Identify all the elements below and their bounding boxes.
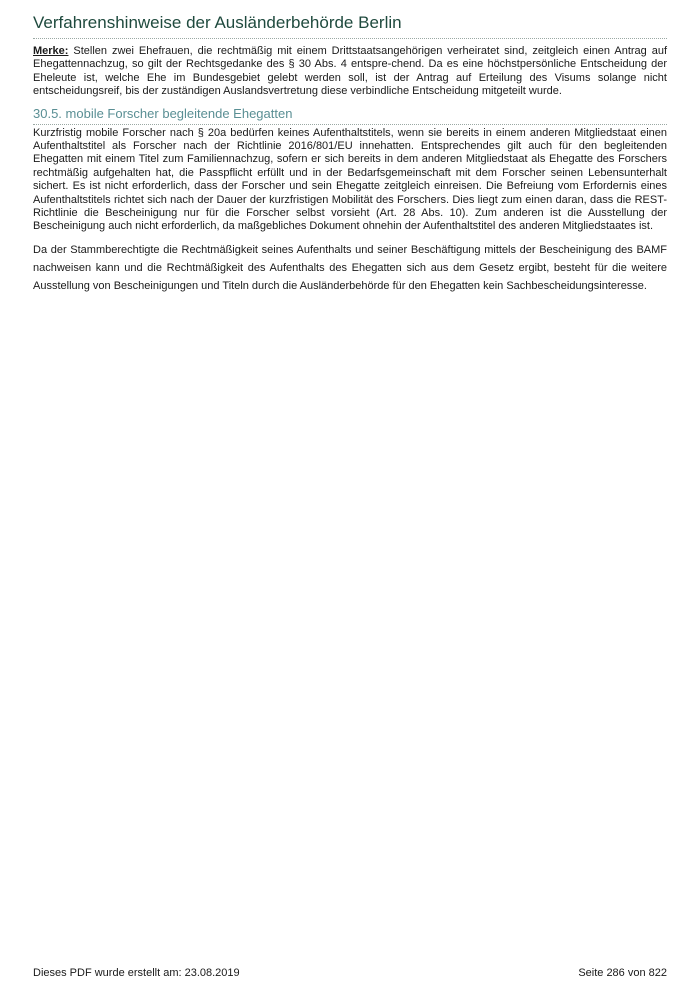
page-title: Verfahrenshinweise der Ausländerbehörde Berlin bbox=[33, 12, 667, 39]
merke-text: Stellen zwei Ehefrauen, die rechtmäßig mit einem Drittstaatsangehörigen verheiratet sind, zeitgleich einen Antrag auf Ehegattennachzug, so gilt der Rechtsgedanke des § 30 Abs. 4 entspre-chend. Da es eine höchstpersönliche Entscheidung der Eheleute ist, welche Ehe im Bundesgebiet gelebt werden soll, ist der Antrag auf Erteilung des Visums solange nicht entscheidungsreif, bis der zuständigen Auslandsvertretung diese verbindliche Entscheidung mitgeteilt wurde. bbox=[33, 45, 667, 98]
document-body bbox=[33, 45, 667, 296]
section-paragraph-2: Da der Stammberechtigte die Rechtmäßigkeit seines Aufenthalts und seiner Beschäftigung mittels der Bescheinigung des BAMF nachweisen kann und die Rechtmäßigkeit des Aufenthalts des Ehegatten sich aus dem Gesetz ergibt, besteht für die weitere Ausstellung von Bescheinigungen und Titeln durch die Ausländerbehörde für den Ehegatten kein Sachbescheidungsinteresse. bbox=[33, 243, 667, 293]
merke-label: Merke: bbox=[33, 45, 69, 57]
footer-page-number: Seite 286 von 822 bbox=[578, 967, 667, 979]
footer-created-date: Dieses PDF wurde erstellt am: 23.08.2019 bbox=[33, 967, 240, 979]
section-paragraph-1: Kurzfristig mobile Forscher nach § 20a bedürfen keines Aufenthaltstitels, wenn sie bereits in einem anderen Mitgliedstaat einen Aufenthaltstitel als Forscher nach der Richtlinie 2016/801/EU innehatten. Entsprechendes gilt auch für den begleitenden Ehegatten mit einem Titel zum Familiennachzug, sofern er sich bereits in dem anderen Mitgliedstaat als Ehegatte des Forschers rechtmäßig aufgehalten hat, die Passpflicht erfüllt und in der Bedarfsgemeinschaft mit dem Forscher seinen Lebensunterhalt sichert. Es ist nicht erforderlich, dass der Forscher und sein Ehegatte zeitgleich einreisen. Die Befreiung vom Erfordernis eines Aufenthaltstitels richtet sich nach der Dauer der kurzfristigen Mobilität des Forschers. Dies liegt zum einen daran, dass die REST-Richtlinie die Bescheinigung nur für die Forscher selbst vorsieht (Art. 28 Abs. 10). Zum anderen ist die Ausstellung der Bescheinigung auch nicht erforderlich, da maßgebliches Dokument ohnehin der Aufenthaltstitel des anderen Mitgliedstaates ist. bbox=[33, 126, 667, 233]
merke-paragraph bbox=[33, 45, 667, 99]
section-heading: 30.5. mobile Forscher begleitende Ehegatten bbox=[33, 106, 667, 125]
